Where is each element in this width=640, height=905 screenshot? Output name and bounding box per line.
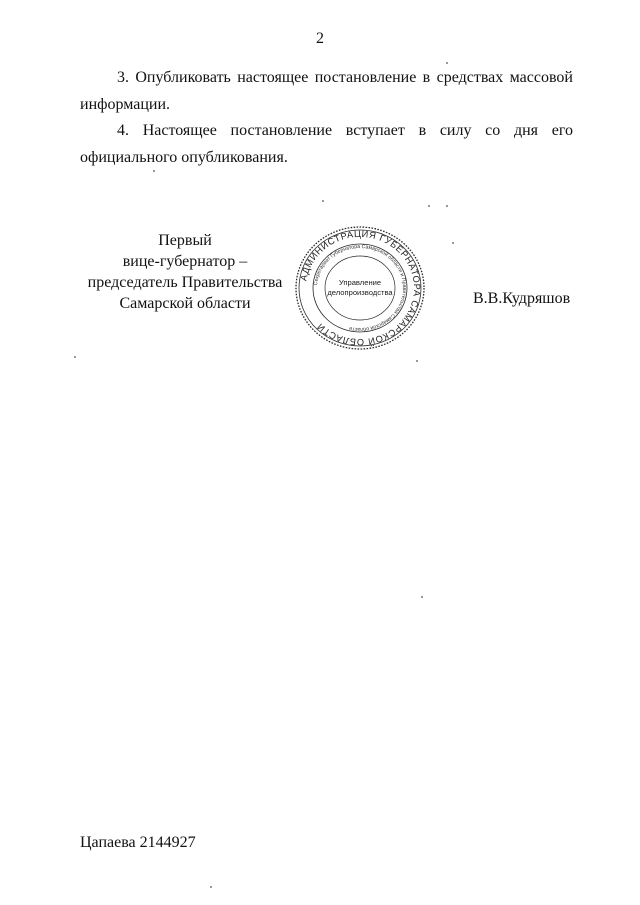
scan-speck: [446, 62, 448, 64]
scan-speck: [428, 205, 430, 207]
scan-speck: [74, 356, 76, 358]
seal-inner-textpath: Секретариат Губернатора Самарской области и Правительства Самарской области: [313, 243, 408, 333]
position-line-4: Самарской области: [119, 295, 251, 312]
paragraph-3-line-1: [80, 64, 573, 91]
position-line-2: вице-губернатор –: [122, 253, 248, 270]
scan-speck: [416, 360, 418, 362]
paragraph-4-line-2: официального опубликования.: [80, 149, 288, 166]
position-line-1: Первый: [158, 232, 212, 249]
signer-name: В.В.Кудряшов: [473, 290, 571, 307]
paragraph-3-line-1-text: 3. Опубликовать настоящее постановление в средствах массовой: [117, 69, 573, 86]
official-seal: [292, 223, 428, 353]
scan-speck: [421, 596, 423, 598]
paragraph-4: [80, 117, 573, 171]
scan-speck: [322, 200, 324, 202]
paragraph-3-line-2: информации.: [80, 96, 171, 113]
seal-center-line-2: делопроизводства: [327, 288, 393, 297]
paragraph-4-line-1: [80, 117, 573, 144]
paragraph-4-line-1-text: 4. Настоящее постановление вступает в силу со дня его: [117, 122, 573, 139]
seal-outer-textpath: АДМИНИСТРАЦИЯ ГУБЕРНАТОРА САМАРСКОЙ ОБЛАСТИ: [298, 228, 423, 348]
page-number: 2: [316, 30, 324, 47]
scan-speck: [153, 170, 155, 172]
paragraph-3: [80, 64, 573, 118]
signatory-position: [80, 230, 290, 314]
executor-line: Цапаева 2144927: [80, 834, 196, 851]
scan-speck: [210, 886, 212, 888]
scan-speck: [452, 242, 454, 244]
seal-center-line-1: Управление: [338, 278, 382, 287]
position-line-3: председатель Правительства: [87, 274, 283, 291]
scan-speck: [446, 205, 448, 207]
